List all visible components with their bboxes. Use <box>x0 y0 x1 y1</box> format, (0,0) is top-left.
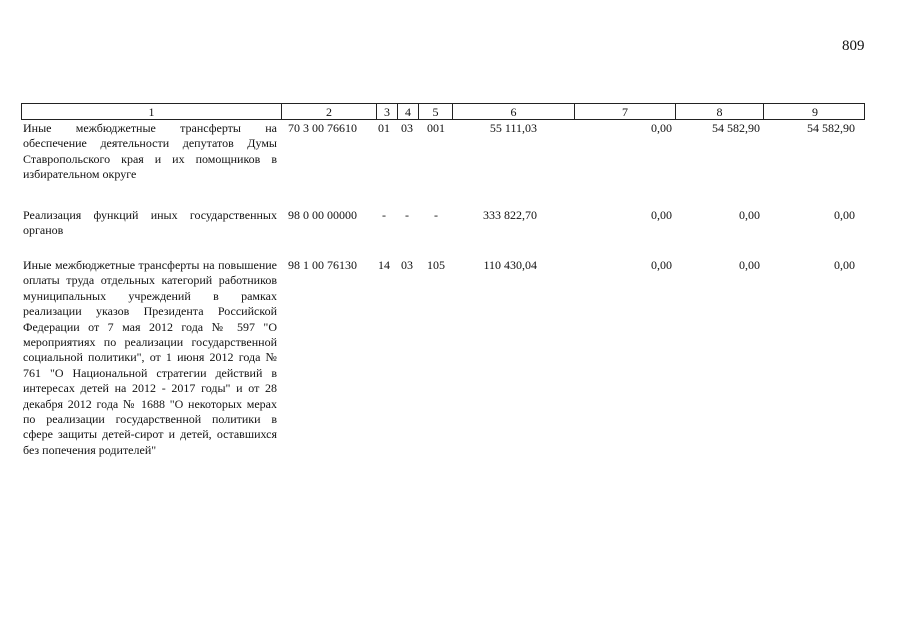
page-number: 809 <box>842 38 865 54</box>
row-code: 70 3 00 76610 <box>288 121 357 135</box>
header-col-4: 4 <box>398 104 419 119</box>
row-c9: 0,00 <box>834 258 855 272</box>
row-c7: 0,00 <box>651 208 672 222</box>
row-c7: 0,00 <box>651 258 672 272</box>
row-c5: 105 <box>427 258 445 272</box>
row-c3: - <box>382 208 386 222</box>
header-col-8: 8 <box>676 104 764 119</box>
row-c9: 54 582,90 <box>807 121 855 135</box>
header-col-7: 7 <box>575 104 676 119</box>
header-col-2: 2 <box>282 104 377 119</box>
row-c6: 110 430,04 <box>483 258 537 272</box>
row-c8: 54 582,90 <box>712 121 760 135</box>
row-code: 98 1 00 76130 <box>288 258 357 272</box>
row-c3: 01 <box>378 121 390 135</box>
header-col-6: 6 <box>453 104 575 119</box>
row-c6: 55 111,03 <box>489 121 537 135</box>
row-c9: 0,00 <box>834 208 855 222</box>
header-col-3: 3 <box>377 104 398 119</box>
row-c4: 03 <box>401 121 413 135</box>
header-col-9: 9 <box>812 105 818 119</box>
row-c5: - <box>434 208 438 222</box>
header-col-1: 1 <box>22 104 282 119</box>
row-c8: 0,00 <box>739 258 760 272</box>
row-description: Реализация функций иных государственных органов <box>23 208 277 238</box>
row-description: Иные межбюджетные трансферты на повышение оплаты труда отдельных категорий работников муниципальных учреждений в рамках реализации указов Президента Российской Федерации от 7 мая 2012 года № 597 "О мероприятиях по реализации государственной социальной политики", от 1 июня 2012 года № 761 "О Национальной стратегии действий в интересах детей на 2012 - 2017 годы" и от 28 декабря 2012 года № 1688 "О некоторых мерах по реализации государственной политики в сфере защиты детей-сирот и детей, оставшихся без попечения родителей" <box>23 258 277 457</box>
row-c7: 0,00 <box>651 121 672 135</box>
row-c4: 03 <box>401 258 413 272</box>
row-c5: 001 <box>427 121 445 135</box>
row-c4: - <box>405 208 409 222</box>
row-code: 98 0 00 00000 <box>288 208 357 222</box>
row-description: Иные межбюджетные трансферты на обеспечение деятельности депутатов Думы Ставропольского края и их помощников в избирательном округе <box>23 121 277 182</box>
table-header <box>21 103 865 120</box>
header-col-5: 5 <box>419 104 453 119</box>
row-c8: 0,00 <box>739 208 760 222</box>
row-c6: 333 822,70 <box>483 208 537 222</box>
row-c3: 14 <box>378 258 390 272</box>
